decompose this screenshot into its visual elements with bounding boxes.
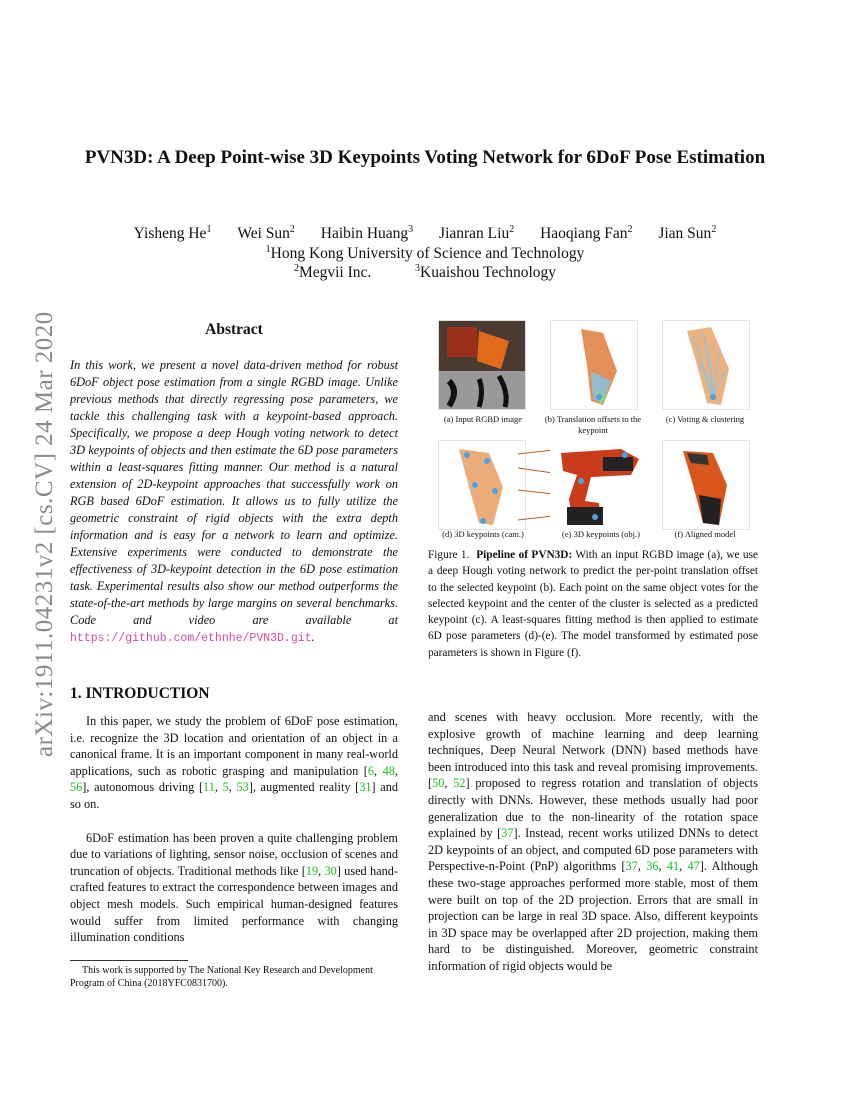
panel-translation-offsets (550, 320, 638, 410)
author-list (70, 224, 780, 243)
intro-left-column (70, 713, 398, 946)
intro-paragraph-1: In this paper, we study the problem of 6DoF pose estimation, i.e. recognize the 3D location and orientation of an object in a canonical frame. It is an important component in many real-world applications, such as robotic grasping and manipulation [6, 48, 56], autonomous driving [11, 5, 53], augmented reality [31] and so on. (70, 714, 398, 811)
citation-link[interactable]: 50 (432, 776, 445, 791)
citation-link[interactable]: 5 (222, 780, 229, 795)
panel-keypoints-obj (550, 440, 648, 530)
author: Jianran Liu$^2$ (439, 224, 515, 243)
panel-keypoints-cam (438, 440, 526, 530)
citation-link[interactable]: 56 (70, 780, 83, 795)
intro-paragraph-2-continued: and scenes with heavy occlusion. More recently, with the explosive growth of machine learning and deep learning techniques, Deep Neural Network (DNN) based methods have been introduced into this task and reveal promising improvements. [50, 52] proposed to regress rotation and translation of objects directly with DNNs. However, these methods usually had poor generalization due to the non-linearity of the rotation space explained by [37]. Instead, recent works utilized DNNs to detect 2D keypoints of an object, and computed 6D pose parameters with Perspective-n-Point (PnP) algorithms [37, 36, 41, 47]. Although these two-stage approaches performed more stable, most of them were built on top of the 2D projection. Errors that are small in projection can be large in real 3D space. Also, different keypoints in 3D space may be overlapped after 2D projection, making them hard to be distinguished. Moreover, geometric constraint information of rigid objects would be (428, 710, 759, 973)
intro-right-column (428, 709, 758, 975)
code-link[interactable]: https://github.com/ethnhe/PVN3D.git (70, 632, 312, 645)
footnote: This work is supported by The National Key Research and Development Program of China (2018YFC0831700). (70, 965, 373, 989)
panel-voting-clustering (662, 320, 750, 410)
author: Yisheng He$^1$ (133, 224, 212, 243)
panel-label-c: (c) Voting & clustering (665, 414, 745, 424)
panel-label-d: (d) 3D keypoints (cam.) (442, 529, 524, 539)
author: Haibin Huang$^3$ (320, 224, 414, 243)
intro-paragraph-2: 6DoF estimation has been proven a quite challenging problem due to variations of lighting, sensor noise, occlusion of scenes and truncation of objects. Traditional methods like [19, 30] used hand-crafted features to extract the correspondence between images and object mesh models. Such empirical human-designed features would suffer from limited performance with changing illumination conditions (70, 830, 398, 945)
citation-link[interactable]: 19 (305, 863, 319, 878)
abstract-heading: Abstract (205, 321, 263, 338)
citation-link[interactable]: 53 (236, 780, 249, 795)
citation-link[interactable]: 36 (646, 859, 659, 874)
panel-label-f: (f) Aligned model (674, 529, 736, 539)
section-heading-introduction: 1. INTRODUCTION (70, 685, 210, 702)
citation-link[interactable]: 48 (382, 763, 395, 778)
panel-input-rgbd (438, 320, 526, 410)
citation-link[interactable]: 52 (453, 776, 466, 791)
panel-aligned-model (662, 440, 750, 530)
citation-link[interactable]: 37 (625, 859, 638, 874)
panel-label-e: (e) 3D keypoints (obj.) (562, 529, 640, 539)
paper-title: PVN3D: A Deep Point-wise 3D Keypoints Voting Network for 6DoF Pose Estimation (84, 147, 766, 168)
citation-link[interactable]: 30 (324, 863, 337, 878)
citation-link[interactable]: 37 (501, 826, 514, 841)
affiliation-line-2: $^2$Megvii Inc. $^3$Kuaishou Technology (293, 263, 557, 282)
citation-link[interactable]: 11 (203, 780, 215, 795)
arxiv-identifier: arXiv:1911.04231v2 [cs.CV] 24 Mar 2020 (31, 311, 58, 757)
citation-link[interactable]: 6 (367, 763, 375, 778)
panel-label-a: (a) Input RGBD image (443, 414, 523, 424)
panel-label-b: (b) Translation offsets to the keypoint (544, 414, 642, 435)
citation-link[interactable]: 47 (687, 859, 700, 874)
author: Jian Sun$^2$ (658, 224, 717, 243)
abstract-body: In this work, we present a novel data-driven method for robust 6DoF object pose estimation from a single RGBD image. Unlike previous methods that directly regressing pose parameters, we tackle this challenging task with a keypoint-based approach. Specifically, we propose a deep Hough voting network to detect 3D keypoints of objects and then estimate the 6D pose parameters within a least-squares fitting manner. Our method is a natural extension of 2D-keypoint approaches that successfully work on RGB based 6DoF estimation. It allows us to fully utilize the geometric constraint of rigid objects with the extra depth information and is easy for a network to learn and optimize. Extensive experiments were conducted to demonstrate the effectiveness of 3D-keypoint detection in the 6D pose estimation task. Experimental results also show our method outperforms the state-of-the-art methods by large margins on several benchmarks. Code and video are available at https://github.com/ethnhe/PVN3D.git. (70, 358, 398, 645)
author: Wei Sun$^2$ (237, 224, 295, 243)
affiliation-line-1: $^1$Hong Kong University of Science and Technology (265, 244, 585, 263)
citation-link[interactable]: 31 (359, 780, 372, 795)
figure-1-caption: Figure 1. Pipeline of PVN3D: With an input RGBD image (a), we use a deep Hough voting network to predict the per-point translation offset to the selected keypoint (b). Each point on the same object votes for the selected keypoint and the center of the cluster is selected as a predicted keypoint (c). A least-squares fitting method is then applied to estimate 6D pose parameters (d)-(e). The model transformed by estimated pose parameters is shown in Figure (f). (428, 549, 758, 659)
footnote-rule (70, 960, 188, 961)
author: Haoqiang Fan$^2$ (540, 224, 633, 243)
figure-1 (428, 318, 758, 543)
citation-link[interactable]: 41 (666, 859, 680, 874)
